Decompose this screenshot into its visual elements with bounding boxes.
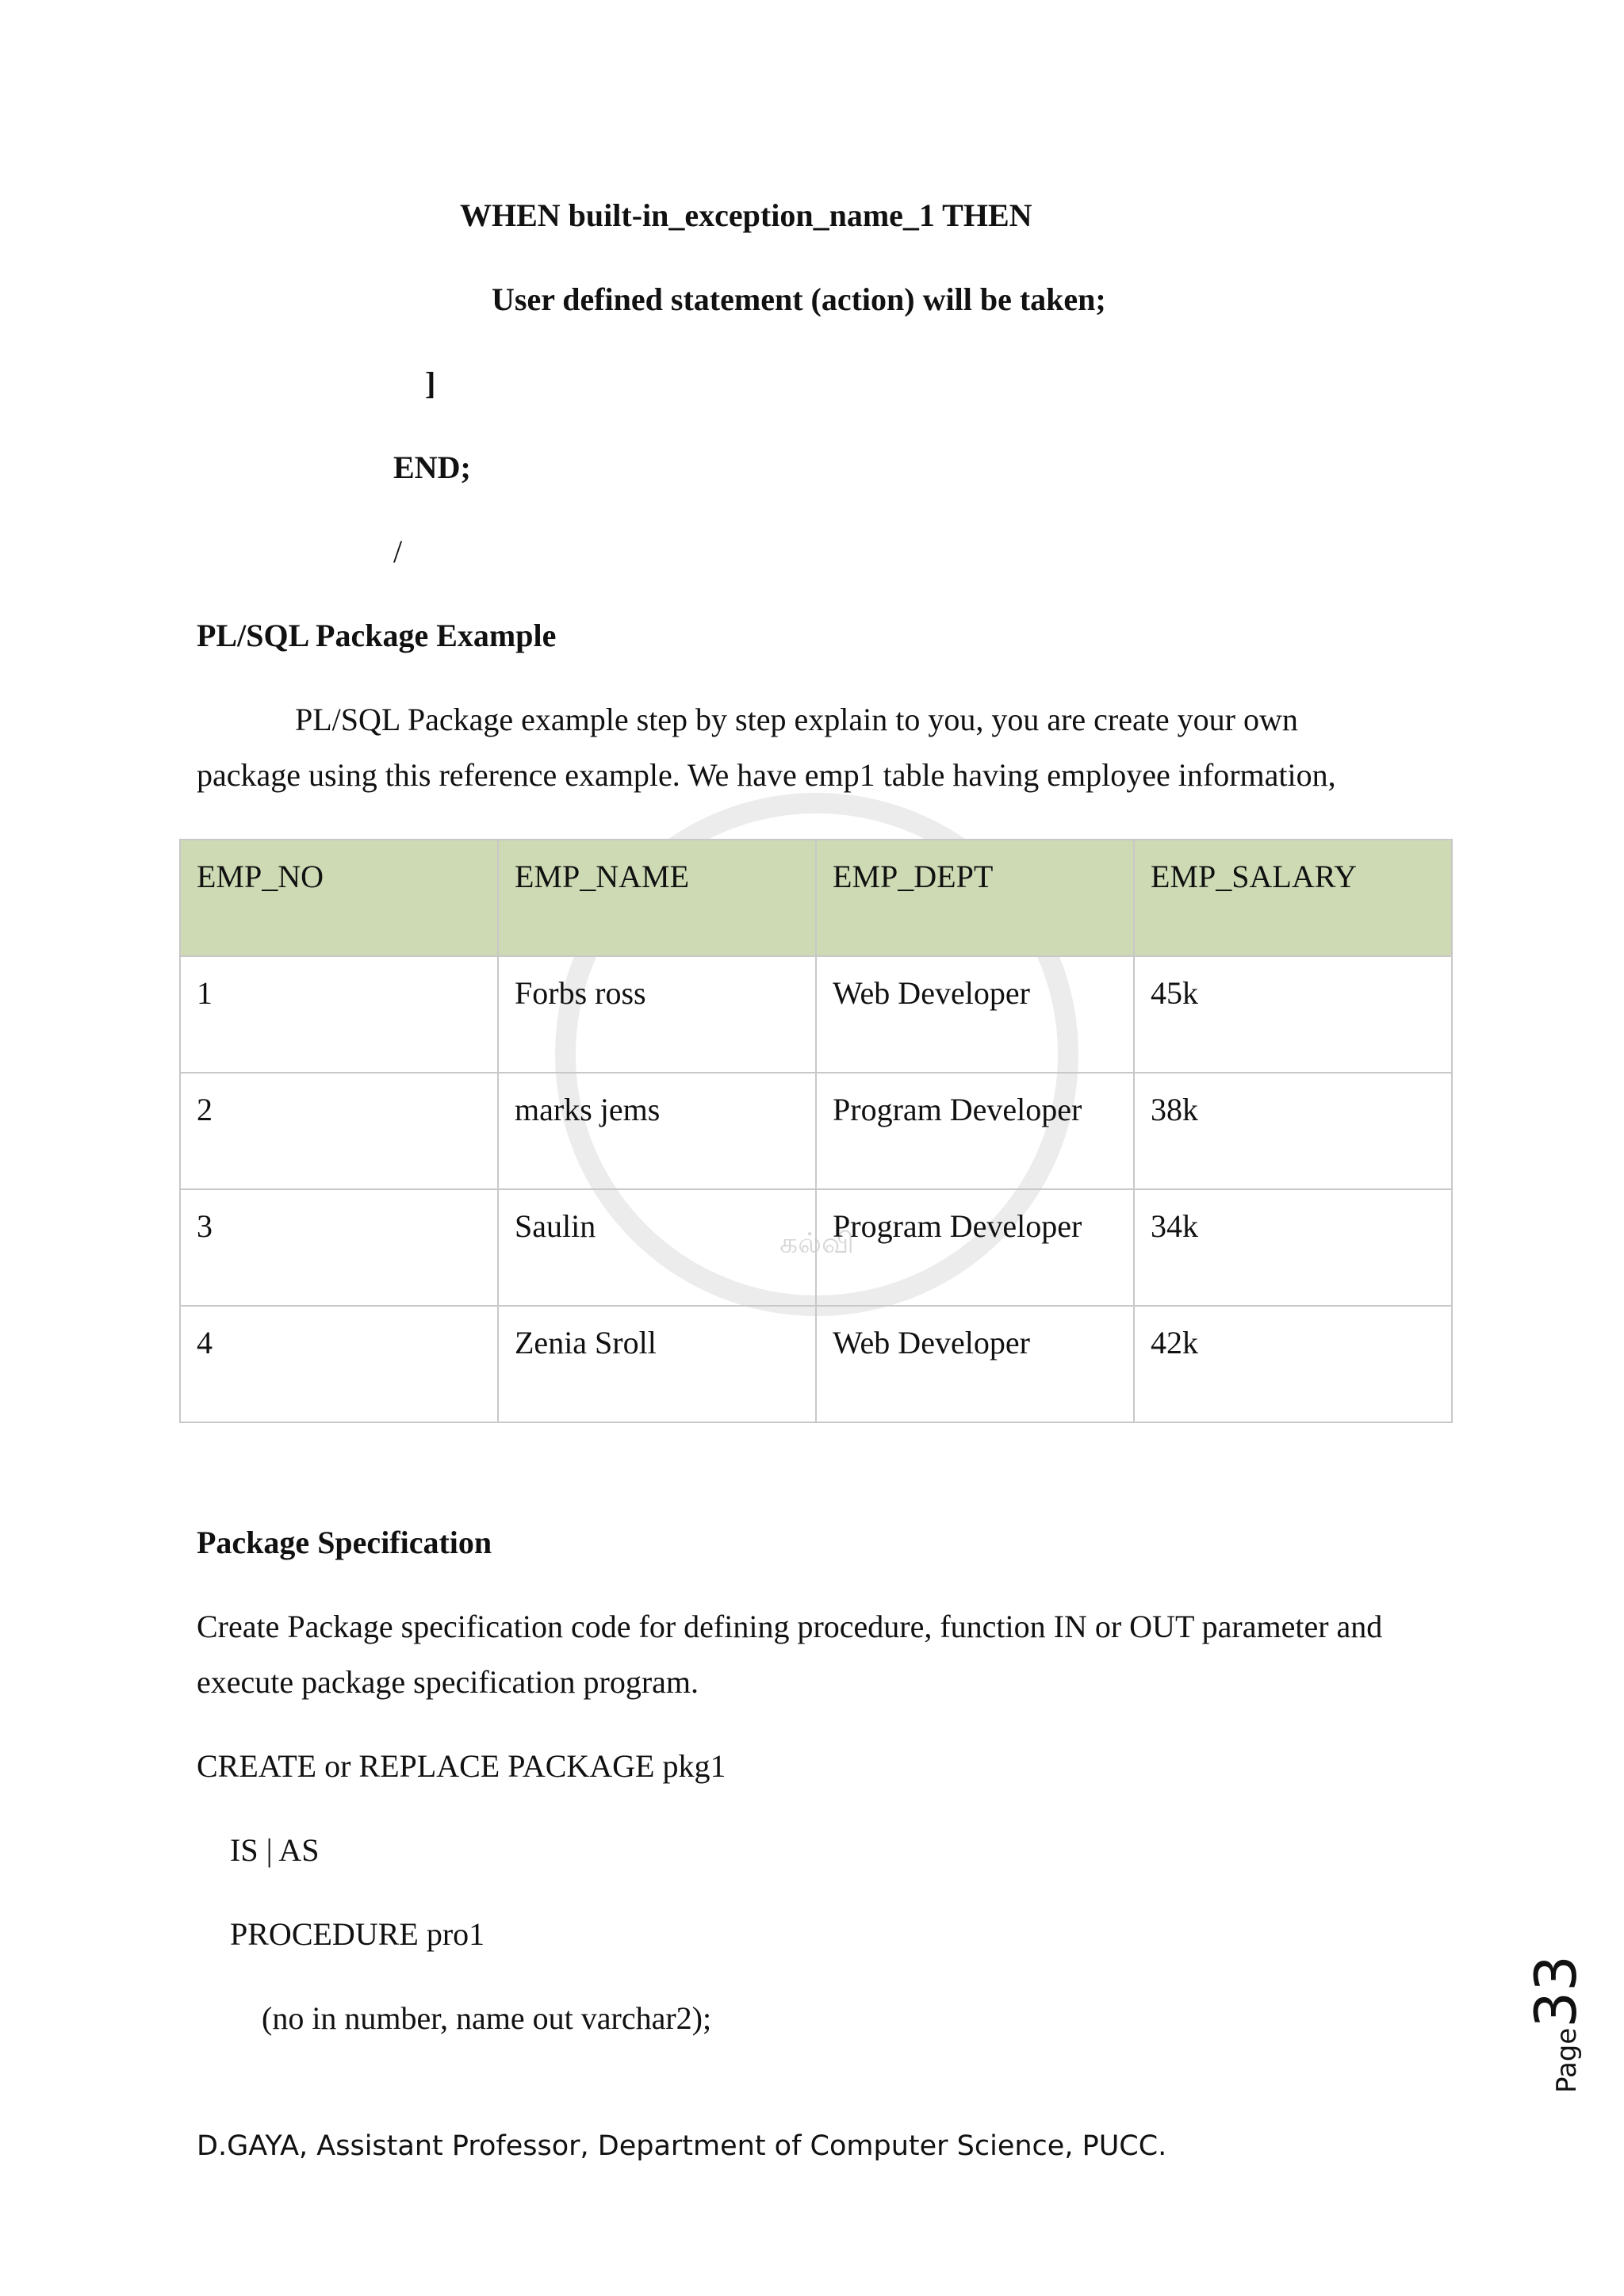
header-emp-name: EMP_NAME xyxy=(498,840,816,956)
code-slash: / xyxy=(393,534,403,569)
header-emp-salary: EMP_SALARY xyxy=(1134,840,1452,956)
code-when-line: WHEN built-in_exception_name_1 THEN xyxy=(460,197,1032,233)
page-word: Page xyxy=(1551,2027,1583,2093)
cell-emp-name: Saulin xyxy=(498,1189,816,1306)
emp1-table xyxy=(179,839,1453,1423)
intro-paragraph-line-2: package using this reference example. We have emp1 table having employee information, xyxy=(197,757,1336,793)
cell-emp-salary: 45k xyxy=(1134,956,1452,1073)
code-action-line: User defined statement (action) will be taken; xyxy=(492,281,1106,317)
cell-emp-no: 2 xyxy=(180,1073,498,1189)
section-heading-package-specification: Package Specification xyxy=(197,1525,492,1560)
page-footer: D.GAYA, Assistant Professor, Department of Computer Science, PUCC. xyxy=(197,2130,1167,2162)
page-number-marker xyxy=(1507,1955,1589,2117)
cell-emp-dept: Program Developer xyxy=(816,1189,1134,1306)
header-emp-no: EMP_NO xyxy=(180,840,498,956)
cell-emp-name: Zenia Sroll xyxy=(498,1306,816,1422)
code-create-package-line: CREATE or REPLACE PACKAGE pkg1 xyxy=(197,1748,726,1784)
cell-emp-no: 4 xyxy=(180,1306,498,1422)
code-procedure-line: PROCEDURE pro1 xyxy=(230,1916,485,1952)
watermark-text: கல்வி xyxy=(779,1227,854,1260)
code-params-line: (no in number, name out varchar2); xyxy=(262,2000,712,2036)
table-row xyxy=(180,1189,1452,1306)
page-number: 33 xyxy=(1522,1955,1589,2028)
cell-emp-salary: 34k xyxy=(1134,1189,1452,1306)
section-heading-package-example: PL/SQL Package Example xyxy=(197,618,557,653)
cell-emp-dept: Web Developer xyxy=(816,956,1134,1073)
header-emp-dept: EMP_DEPT xyxy=(816,840,1134,956)
code-end-line: END; xyxy=(393,450,471,485)
code-is-as-line: IS | AS xyxy=(230,1832,320,1868)
cell-emp-name: Forbs ross xyxy=(498,956,816,1073)
table-row xyxy=(180,1306,1452,1422)
cell-emp-no: 1 xyxy=(180,956,498,1073)
spec-paragraph-line-1: Create Package specification code for defining procedure, function IN or OUT parameter and xyxy=(197,1609,1383,1644)
cell-emp-salary: 38k xyxy=(1134,1073,1452,1189)
cell-emp-name: marks jems xyxy=(498,1073,816,1189)
spec-paragraph-line-2: execute package specification program. xyxy=(197,1664,699,1700)
table-header-row xyxy=(180,840,1452,956)
table-row xyxy=(180,1073,1452,1189)
cell-emp-dept: Web Developer xyxy=(816,1306,1134,1422)
cell-emp-dept: Program Developer xyxy=(816,1073,1134,1189)
code-bracket: ] xyxy=(425,365,436,401)
table-row xyxy=(180,956,1452,1073)
cell-emp-no: 3 xyxy=(180,1189,498,1306)
cell-emp-salary: 42k xyxy=(1134,1306,1452,1422)
intro-paragraph-line-1: PL/SQL Package example step by step explain to you, you are create your own xyxy=(295,702,1298,737)
